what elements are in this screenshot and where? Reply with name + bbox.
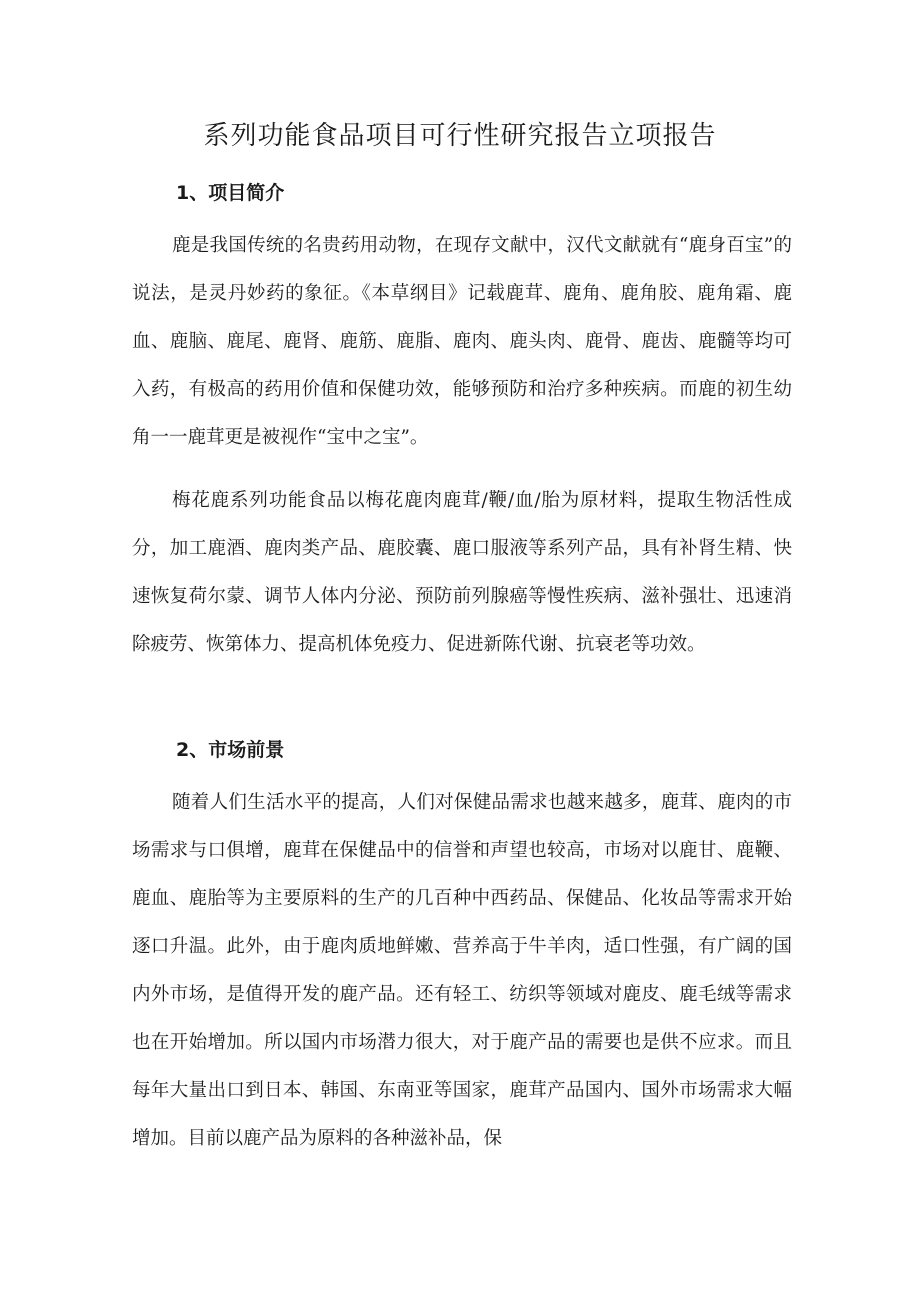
document-title: 系列功能食品项目可行性研究报告立项报告 bbox=[203, 121, 717, 151]
section-heading-project-intro: 1、项目简介 bbox=[176, 182, 285, 204]
paragraph: 随着人们生活水平的提高，人们对保健品需求也越来越多，鹿茸、鹿肉的市场需求与口俱增，鹿茸在保健品中的信誉和声望也较高，市场对以鹿甘、鹿鞭、鹿血、鹿胎等为主要原料的生产的几百种中西药品、保健品、化妆品等需求开始逐口升温。此外，由于鹿肉质地鲜嫩、营养高于牛羊肉，适口性强，有广阔的国内外市场，是值得开发的鹿产品。还有轻工、纺织等领域对鹿皮、鹿毛绒等需求也在开始增加。所以国内市场潜力很大，对于鹿产品的需要也是供不应求。而且每年大量出口到日本、韩国、东南亚等国家，鹿茸产品国内、国外市场需求大幅增加。目前以鹿产品为原料的各种滋补品，保 bbox=[132, 792, 792, 1149]
section-heading-market-outlook: 2、市场前景 bbox=[176, 739, 285, 761]
paragraph: 梅花鹿系列功能食品以梅花鹿肉鹿茸/鞭/血/胎为原材料，提取生物活性成分，加工鹿酒、鹿肉类产品、鹿胶囊、鹿口服液等系列产品，具有补肾生精、快速恢复荷尔蒙、调节人体内分泌、预防前列腺癌等慢性疾病、滋补强壮、迅速消除疲劳、恢第体力、提高机体免疫力、促进新陈代谢、抗衰老等功效。 bbox=[132, 490, 792, 655]
paragraph: 鹿是我国传统的名贵药用动物，在现存文献中，汉代文献就有“鹿身百宝”的说法，是灵丹妙药的象征。《本草纲目》记载鹿茸、鹿角、鹿角胶、鹿角霜、鹿血、鹿脑、鹿尾、鹿肾、鹿筋、鹿脂、鹿肉、鹿头肉、鹿骨、鹿齿、鹿髓等均可入药，有极高的药用价值和保健功效，能够预防和治疗多种疾病。而鹿的初生幼角一一鹿茸更是被视作“宝中之宝”。 bbox=[132, 235, 792, 448]
